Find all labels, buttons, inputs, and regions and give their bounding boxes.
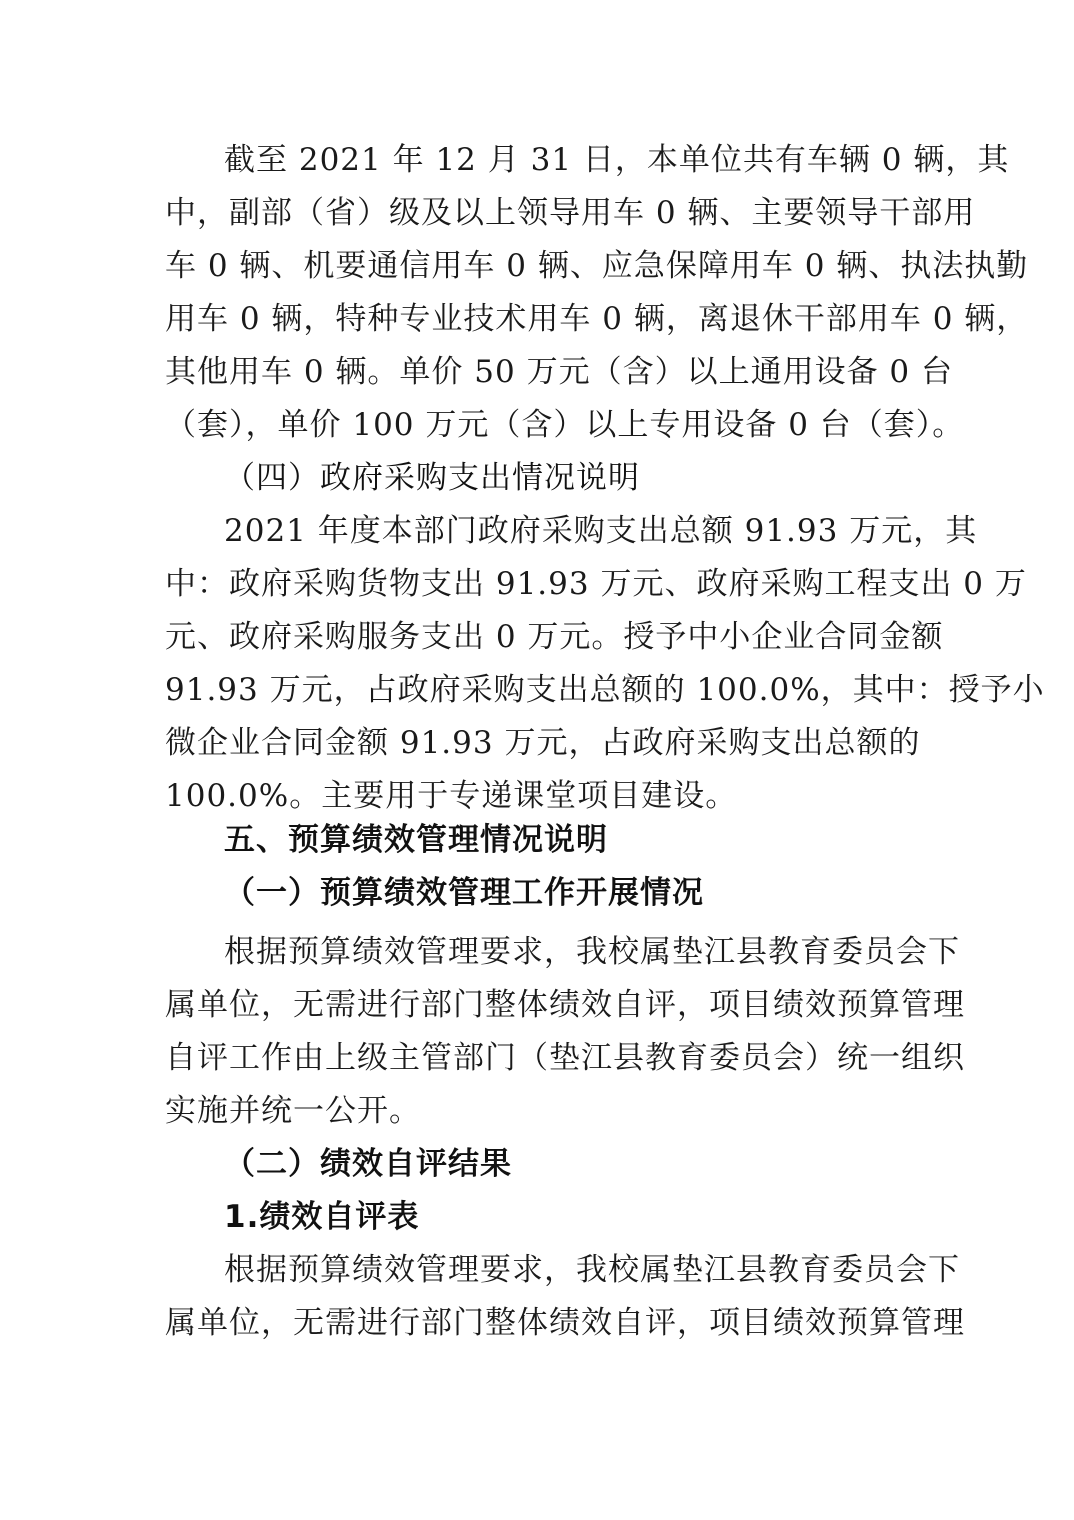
para3-line2: 属单位，无需进行部门整体绩效自评，项目绩效预算管理 <box>165 987 965 1023</box>
para2-line6: 100.0%。主要用于专递课堂项目建设。 <box>165 778 738 814</box>
para1-line2: 中，副部（省）级及以上领导用车 0 辆、主要领导干部用 <box>165 195 976 231</box>
para2-line5: 微企业合同金额 91.93 万元，占政府采购支出总额的 <box>165 725 921 761</box>
para1-line4: 用车 0 辆，特种专业技术用车 0 辆，离退休干部用车 0 辆， <box>165 301 1029 337</box>
heading-table: 1.绩效自评表 <box>224 1199 420 1235</box>
para1-line1: 截至 2021 年 12 月 31 日，本单位共有车辆 0 辆，其 <box>224 142 1010 178</box>
para1-line5: 其他用车 0 辆。单价 50 万元（含）以上通用设备 0 台 <box>165 354 954 390</box>
para4-line1: 根据预算绩效管理要求，我校属垫江县教育委员会下 <box>224 1252 960 1288</box>
para2-line1: 2021 年度本部门政府采购支出总额 91.93 万元，其 <box>224 513 978 549</box>
para2-line4: 91.93 万元，占政府采购支出总额的 100.0%，其中：授予小 <box>165 672 1045 708</box>
heading-procurement: （四）政府采购支出情况说明 <box>224 460 640 496</box>
para1-line6: （套），单价 100 万元（含）以上专用设备 0 台（套）。 <box>165 407 965 443</box>
para3-line3: 自评工作由上级主管部门（垫江县教育委员会）统一组织 <box>165 1040 965 1076</box>
para2-line3: 元、政府采购服务支出 0 万元。授予中小企业合同金额 <box>165 619 944 655</box>
heading-work: （一）预算绩效管理工作开展情况 <box>224 875 704 911</box>
para4-line2: 属单位，无需进行部门整体绩效自评，项目绩效预算管理 <box>165 1305 965 1341</box>
heading-results: （二）绩效自评结果 <box>224 1146 512 1182</box>
para1-line3: 车 0 辆、机要通信用车 0 辆、应急保障用车 0 辆、执法执勤 <box>165 248 1029 284</box>
para3-line1: 根据预算绩效管理要求，我校属垫江县教育委员会下 <box>224 934 960 970</box>
heading-section5: 五、预算绩效管理情况说明 <box>224 822 608 858</box>
para2-line2: 中：政府采购货物支出 91.93 万元、政府采购工程支出 0 万 <box>165 566 1027 602</box>
para3-line4: 实施并统一公开。 <box>165 1093 421 1129</box>
